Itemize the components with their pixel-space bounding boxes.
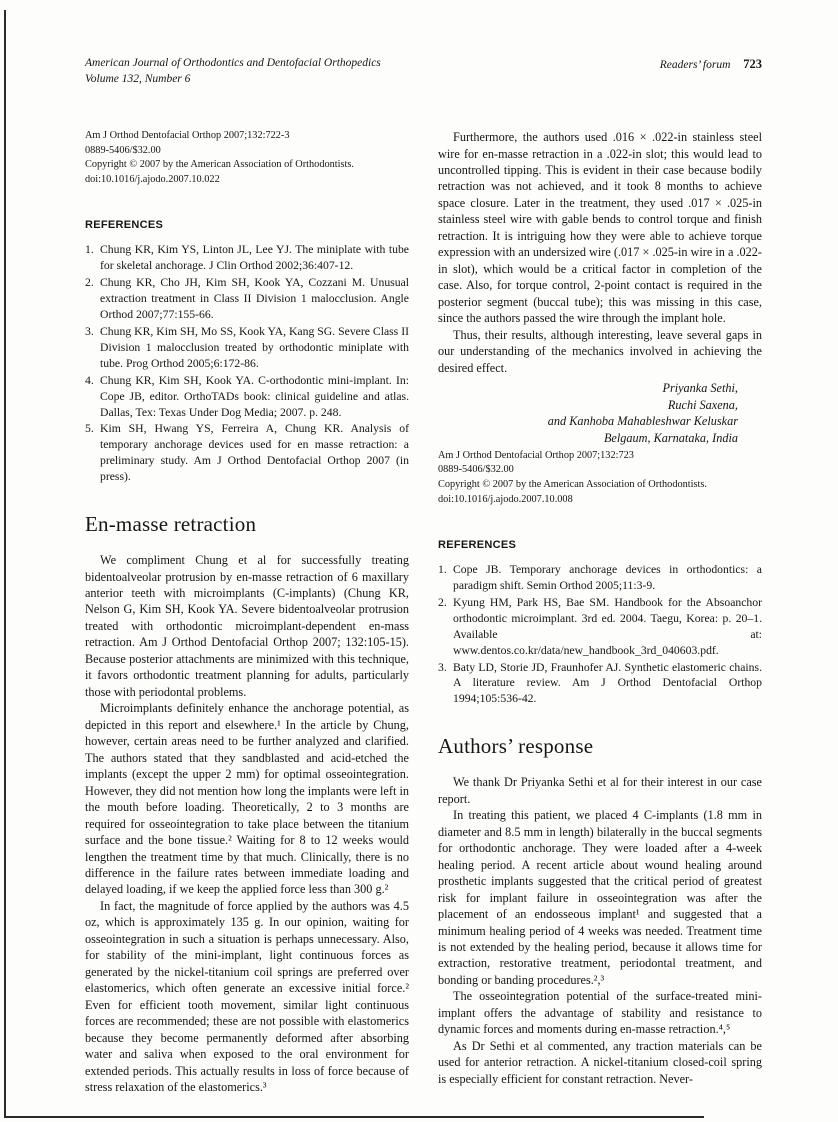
two-column-layout [85, 129, 762, 1096]
reference-list [438, 562, 762, 707]
journal-volume: Volume 132, Number 6 [85, 72, 191, 85]
citation-block [85, 129, 409, 187]
reference-item [85, 242, 409, 274]
reference-text: Kim SH, Hwang YS, Ferreira A, Chung KR. Analysis of temporary anchorage devices used for en masse retraction: a preliminary study. Am J Orthod Dentofacial Orthop 2007 (in press). [100, 422, 409, 484]
reference-number: 3. [85, 325, 94, 338]
reference-number: 2. [438, 595, 447, 609]
citation-line: Am J Orthod Dentofacial Orthop 2007;132:722-3 [85, 130, 290, 142]
author-name: Ruchi Saxena, [667, 397, 738, 412]
reference-text: Baty LD, Storie JD, Fraunhofer AJ. Synthetic elastomeric chains. A literature review. Am J Orthod Dentofacial Orthop 1994;105:536-42. [453, 660, 762, 706]
citation-line: Am J Orthod Dentofacial Orthop 2007;132:723 [438, 449, 634, 461]
paragraph: We thank Dr Priyanka Sethi et al for their interest in our case report. [438, 775, 762, 806]
reference-item [438, 595, 762, 659]
paragraph: Thus, their results, although interesting, leave several gaps in our understanding of the mechanics involved in achieving the desired effect. [438, 327, 762, 375]
journal-title: American Journal of Orthodontics and Dentofacial Orthopedics [85, 57, 381, 69]
reference-text: Chung KR, Kim YS, Linton JL, Lee YJ. The miniplate with tube for skeletal anchorage. J Clin Orthod 2002;36:407-12. [100, 243, 409, 273]
citation-block [438, 449, 762, 507]
reference-item [438, 660, 762, 708]
page-number: 723 [743, 57, 762, 71]
reference-item [85, 373, 409, 421]
citation-line: 0889-5406/$32.00 [85, 144, 161, 156]
author-signature [438, 380, 738, 447]
article-body [85, 552, 409, 1095]
paragraph: In treating this patient, we placed 4 C-implants (1.8 mm in diameter and 8.5 mm in length) bilaterally in the buccal segments for orthodontic anchorage. They were loaded after a 4-week healing period. A recent article about wound healing around prosthetic implants suggested that the critical period of greatest risk for implant failure in osseointegration was after the placement of an endosseous implant¹ and suggested that a minimum healing period of 4 weeks was needed. Treatment time is not extended by the healing period, because it allows time for extraction, restorative treatment, periodontal treatment, and bonding or banding procedures.²,³ [438, 808, 762, 987]
references-heading: REFERENCES [438, 539, 517, 552]
reference-number: 1. [85, 243, 94, 257]
article-title: En-masse retraction [85, 512, 257, 537]
citation-line: doi:10.1016/j.ajodo.2007.10.022 [85, 173, 220, 185]
reference-number: 3. [438, 660, 447, 674]
reference-item [438, 562, 762, 594]
author-name: and Kanhoba Mahableshwar Keluskar [547, 414, 738, 429]
reference-text: Chung KR, Kim SH, Mo SS, Kook YA, Kang SG. Severe Class II Division 1 malocclusion treated by orthodontic miniplate with tube. Prog Orthod 2005;6:172-86. [100, 325, 409, 370]
scan-edge-bottom [4, 1116, 704, 1118]
reference-item [85, 421, 409, 485]
article-title: Authors’ response [438, 734, 594, 759]
section-title: Readers’ forum [659, 59, 731, 71]
running-head [660, 56, 762, 74]
left-column [85, 129, 409, 1096]
author-name: Priyanka Sethi, [662, 381, 738, 396]
reference-item [85, 275, 409, 323]
paragraph: In fact, the magnitude of force applied by the authors was 4.5 oz, which is approximately 135 g. In our opinion, waiting for osseointegration in such a situation is perhaps unnecessary. Also, for stability of the mini-implant, light continuous forces as generated by the nickel-titanium coil springs are preferred over elastomerics, which often generate an excessive initial force.² Even for efficient tooth movement, similar light continuous forces are recommended; these are not possible with elastomerics because they become permanently deformed after absorbing water and saliva when exposed to the oral environment for extended periods. This actually results in loss of force because of stress relaxation of the elastomerics.³ [85, 898, 409, 1095]
paragraph: We compliment Chung et al for successfully treating bidentoalveolar protrusion by en-masse retraction of 6 maxillary anterior teeth with microimplants (C-implants) (Chung KR, Nelson G, Kim SH, Kook YA. Severe bidentoalveolar protrusion treated with orthodontic microimplant-dependent en-mass retraction. Am J Orthod Dentofacial Orthop 2007; 132:105-15). Because posterior attachments are minimized with this technique, it favors orthodontic treatment planning for adults, particularly those with periodontal problems. [85, 553, 409, 699]
scan-edge-left [4, 10, 6, 1118]
paragraph: As Dr Sethi et al commented, any traction materials can be used for anterior retraction. A nickel-titanium closed-coil spring is especially efficient for constant retraction. Never- [438, 1038, 762, 1086]
paragraph: Microimplants definitely enhance the anchorage potential, as depicted in this report and elsewhere.¹ In the article by Chung, however, certain areas need to be further analyzed and clarified. The authors stated that they sandblasted and acid-etched the implants (except the upper 2 mm) for optimal osseointegration. However, they did not mention how long the implants were left in the mouth before loading. Theoretically, 2 to 3 months are required for osseointegration to take place between the titanium surface and the bone tissue.² Waiting for 8 to 12 weeks would lengthen the treatment time by that much. Clinically, there is no difference in the failure rates between immediate loading and delayed loading, if we keep the applied force less than 300 g.² [85, 701, 409, 897]
reference-text: Cope JB. Temporary anchorage devices in orthodontics: a paradigm shift. Semin Orthod 2005;11:3-9. [453, 563, 762, 593]
reference-number: 2. [85, 276, 94, 290]
reference-item [85, 324, 409, 372]
paragraph: Furthermore, the authors used .016 × .022-in stainless steel wire for en-masse retraction in a .022-in slot; this would lead to uncontrolled tipping. This is evident in their case because bodily retraction was not achieved, and it took 8 months to achieve space closure. Later in the treatment, they used .017 × .025-in stainless steel wire with gable bends to control torque and finish retraction. It is intriguing how they were able to achieve torque expression with an undersized wire (.017 × .025-in wire in a .022-in slot), which would be a critical factor in completion of the case. Also, for torque control, 2-point contact is required in the posterior segment (buccal tube); this was missing in this case, since the authors passed the wire through the implant hole. [438, 130, 762, 326]
references-heading: REFERENCES [85, 219, 164, 232]
article-body [438, 774, 762, 1087]
reference-number: 5. [85, 422, 94, 436]
citation-line: Copyright © 2007 by the American Association of Orthodontists. [85, 159, 354, 171]
right-column [438, 129, 762, 1096]
reference-number: 1. [438, 563, 447, 577]
page-header [85, 56, 762, 87]
citation-line: doi:10.1016/j.ajodo.2007.10.008 [438, 493, 573, 505]
paragraph: The osseointegration potential of the surface-treated mini-implant offers the advantage of stability and resistance to dynamic forces and moments during en-masse retraction.⁴,⁵ [438, 989, 762, 1037]
article-body-continued [438, 129, 762, 376]
citation-line: 0889-5406/$32.00 [438, 464, 514, 476]
reference-text: Chung KR, Kim SH, Kook YA. C-orthodontic mini-implant. In: Cope JB, editor. OrthoTADs book: clinical guideline and atlas. Dallas, Tex: Texas Under Dog Media; 2007. p. 248. [100, 373, 409, 419]
reference-number: 4. [85, 373, 94, 387]
reference-text: Chung KR, Cho JH, Kim SH, Kook YA, Cozzani M. Unusual extraction treatment in Class II Division 1 malocclusion. Angle Orthod 2007;77:155-66. [100, 276, 409, 322]
author-location: Belgaum, Karnataka, India [603, 431, 738, 446]
journal-identification [85, 56, 381, 87]
reference-list [85, 242, 409, 485]
citation-line: Copyright © 2007 by the American Association of Orthodontists. [438, 478, 707, 490]
reference-text: Kyung HM, Park HS, Bae SM. Handbook for the Absoanchor orthodontic microimplant. 3rd ed. 2004. Taegu, Korea: p. 20–1. Available at: www.dentos.co.kr/data/new_handbook_3rd_040603.pdf. [453, 595, 762, 657]
